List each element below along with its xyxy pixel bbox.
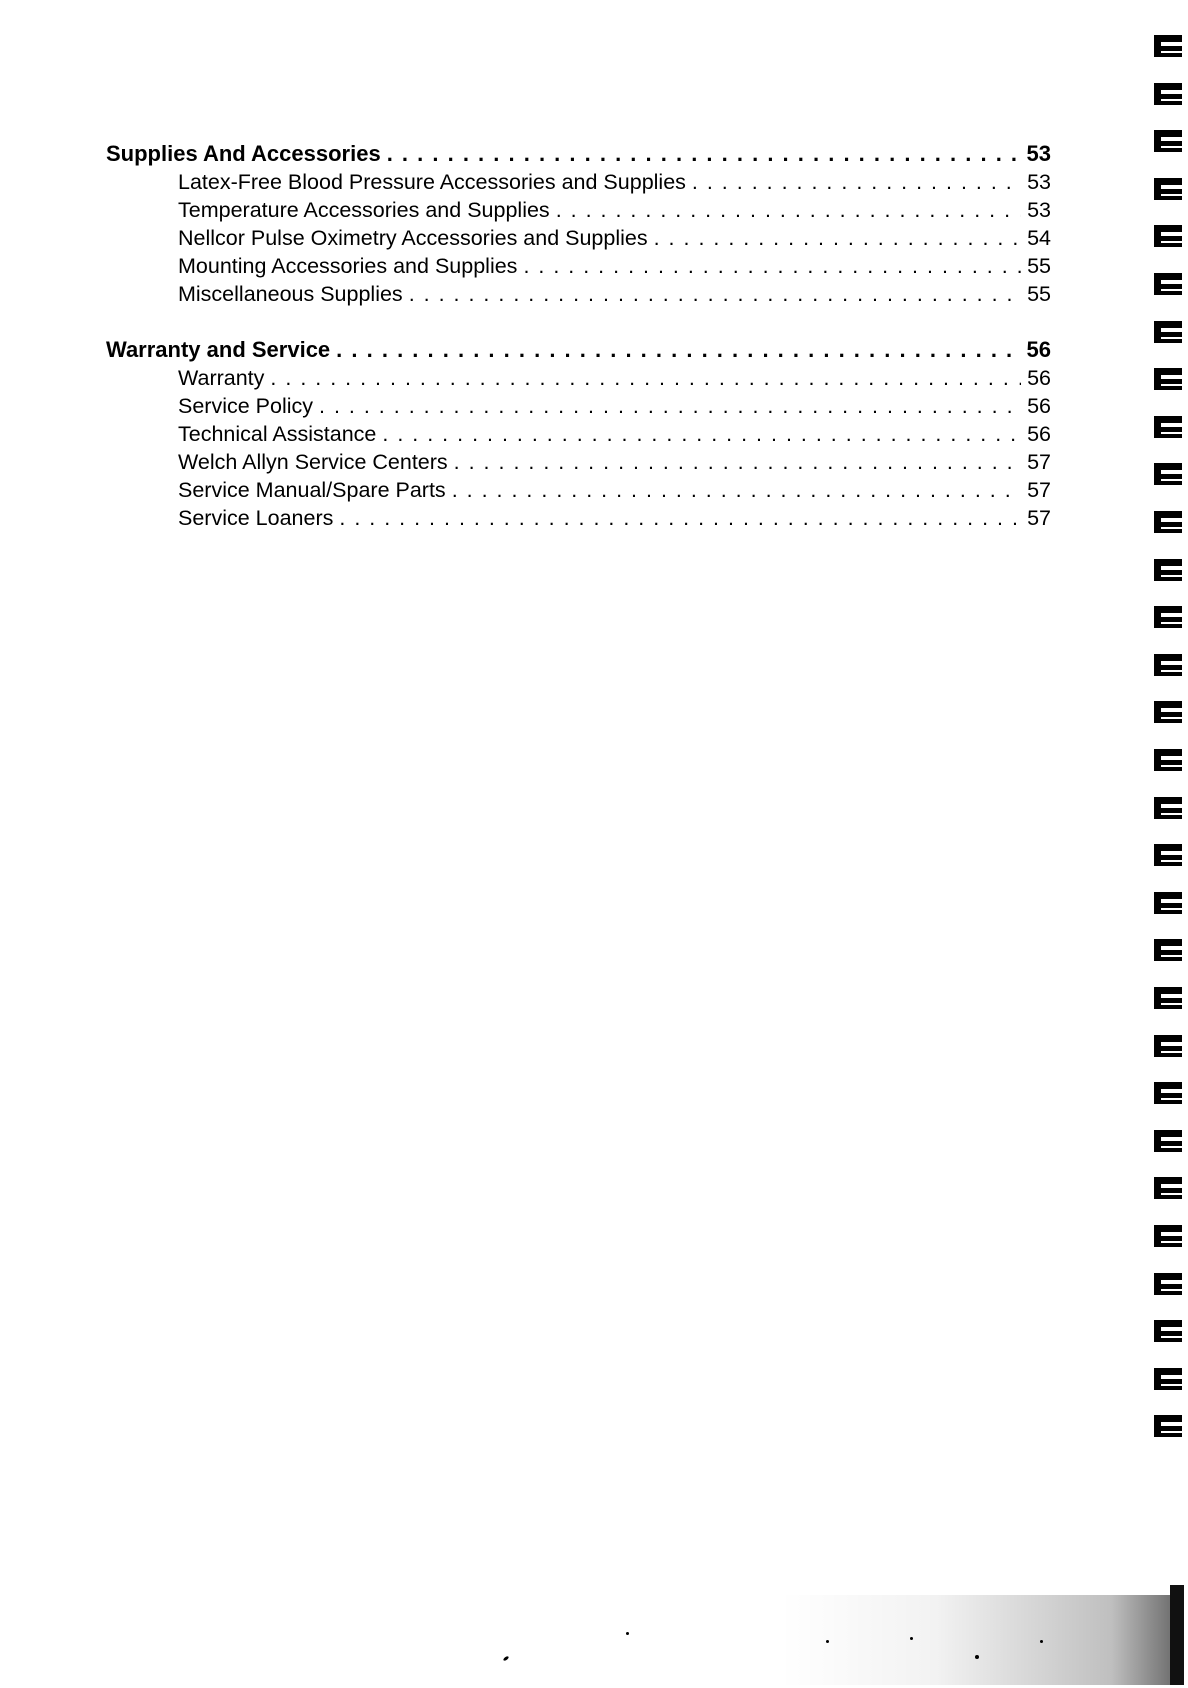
- binding-ring-icon: [1154, 463, 1182, 485]
- toc-entry[interactable]: [106, 364, 1051, 392]
- toc-leader-dots: [523, 252, 1021, 280]
- binding-spine: [1170, 1585, 1184, 1685]
- toc-entry-page: 56: [1027, 394, 1051, 418]
- binding-ring-icon: [1154, 368, 1182, 390]
- toc-entry[interactable]: [106, 504, 1051, 532]
- binding-ring-icon: [1154, 321, 1182, 343]
- toc-entry-page: 56: [1027, 366, 1051, 390]
- toc-entry[interactable]: [106, 420, 1051, 448]
- toc-entry-title: Warranty: [178, 366, 265, 390]
- binding-ring-icon: [1154, 559, 1182, 581]
- toc-entry-page: 53: [1027, 198, 1051, 222]
- binding-ring-icon: [1154, 1415, 1182, 1437]
- binding-ring-icon: [1154, 1082, 1182, 1104]
- toc-leader-dots: [387, 140, 1021, 168]
- scan-speck: [626, 1632, 629, 1635]
- toc-leader-dots: [556, 196, 1021, 224]
- binding-ring-icon: [1154, 939, 1182, 961]
- binding-ring-icon: [1154, 511, 1182, 533]
- toc-leader-dots: [692, 168, 1021, 196]
- toc-entry-title: Technical Assistance: [178, 422, 377, 446]
- toc-heading-title: Warranty and Service: [106, 337, 331, 362]
- binding-ring-icon: [1154, 416, 1182, 438]
- toc-entry-title: Nellcor Pulse Oximetry Accessories and Supplies: [178, 226, 648, 250]
- toc-entry-title: Service Loaners: [178, 506, 334, 530]
- scan-speck: [826, 1640, 829, 1643]
- toc-entry-page: 57: [1027, 506, 1051, 530]
- scan-speck: [910, 1637, 913, 1640]
- toc-entry[interactable]: [106, 392, 1051, 420]
- toc-heading-title: Supplies And Accessories: [106, 141, 381, 166]
- toc-entry[interactable]: [106, 196, 1051, 224]
- toc-entry[interactable]: [106, 280, 1051, 308]
- binding-ring-icon: [1154, 987, 1182, 1009]
- toc-heading-page: 53: [1026, 141, 1051, 166]
- toc-entry[interactable]: [106, 168, 1051, 196]
- toc-leader-dots: [319, 392, 1021, 420]
- toc-entry-page: 57: [1027, 478, 1051, 502]
- binding-ring-icon: [1154, 844, 1182, 866]
- binding-ring-icon: [1154, 35, 1182, 57]
- toc-heading[interactable]: [106, 336, 1051, 364]
- scan-speck: [1040, 1640, 1043, 1643]
- spiral-binding: [1150, 30, 1184, 1570]
- toc-section-warranty: [106, 336, 1051, 532]
- toc-entry[interactable]: [106, 448, 1051, 476]
- toc-entry-page: 53: [1027, 170, 1051, 194]
- toc-leader-dots: [452, 476, 1021, 504]
- toc-entry-title: Welch Allyn Service Centers: [178, 450, 448, 474]
- toc-entry-page: 55: [1027, 254, 1051, 278]
- toc-leader-dots: [454, 448, 1021, 476]
- binding-ring-icon: [1154, 1225, 1182, 1247]
- scan-speck: [503, 1656, 510, 1662]
- toc-leader-dots: [336, 336, 1021, 364]
- binding-ring-icon: [1154, 83, 1182, 105]
- toc-entry[interactable]: [106, 252, 1051, 280]
- toc-heading-page: 56: [1026, 337, 1051, 362]
- toc-entry-page: 56: [1027, 422, 1051, 446]
- binding-ring-icon: [1154, 130, 1182, 152]
- toc-entry-page: 54: [1027, 226, 1051, 250]
- toc-leader-dots: [654, 224, 1021, 252]
- toc-leader-dots: [339, 504, 1021, 532]
- toc-leader-dots: [409, 280, 1021, 308]
- binding-ring-icon: [1154, 273, 1182, 295]
- toc-section-supplies: [106, 140, 1051, 308]
- toc-entry-title: Service Policy: [178, 394, 314, 418]
- binding-ring-icon: [1154, 606, 1182, 628]
- binding-ring-icon: [1154, 178, 1182, 200]
- binding-ring-icon: [1154, 797, 1182, 819]
- binding-ring-icon: [1154, 1368, 1182, 1390]
- binding-ring-icon: [1154, 1130, 1182, 1152]
- toc-leader-dots: [382, 420, 1021, 448]
- binding-ring-icon: [1154, 892, 1182, 914]
- binding-ring-icon: [1154, 1273, 1182, 1295]
- binding-ring-icon: [1154, 1035, 1182, 1057]
- binding-ring-icon: [1154, 749, 1182, 771]
- scan-speck: [975, 1655, 979, 1659]
- binding-ring-icon: [1154, 1177, 1182, 1199]
- binding-ring-icon: [1154, 701, 1182, 723]
- binding-ring-icon: [1154, 225, 1182, 247]
- toc-entry-title: Mounting Accessories and Supplies: [178, 254, 518, 278]
- toc-entry-page: 55: [1027, 282, 1051, 306]
- toc-entry-title: Latex-Free Blood Pressure Accessories and Supplies: [178, 170, 686, 194]
- toc-entry[interactable]: [106, 476, 1051, 504]
- toc-entry-page: 57: [1027, 450, 1051, 474]
- toc-heading[interactable]: [106, 140, 1051, 168]
- binding-ring-icon: [1154, 654, 1182, 676]
- toc-entry[interactable]: [106, 224, 1051, 252]
- toc-entry-title: Miscellaneous Supplies: [178, 282, 403, 306]
- toc-entry-title: Service Manual/Spare Parts: [178, 478, 446, 502]
- scan-shadow: [780, 1595, 1170, 1685]
- binding-ring-icon: [1154, 1320, 1182, 1342]
- table-of-contents: [106, 140, 1051, 560]
- toc-entry-title: Temperature Accessories and Supplies: [178, 198, 550, 222]
- toc-leader-dots: [270, 364, 1021, 392]
